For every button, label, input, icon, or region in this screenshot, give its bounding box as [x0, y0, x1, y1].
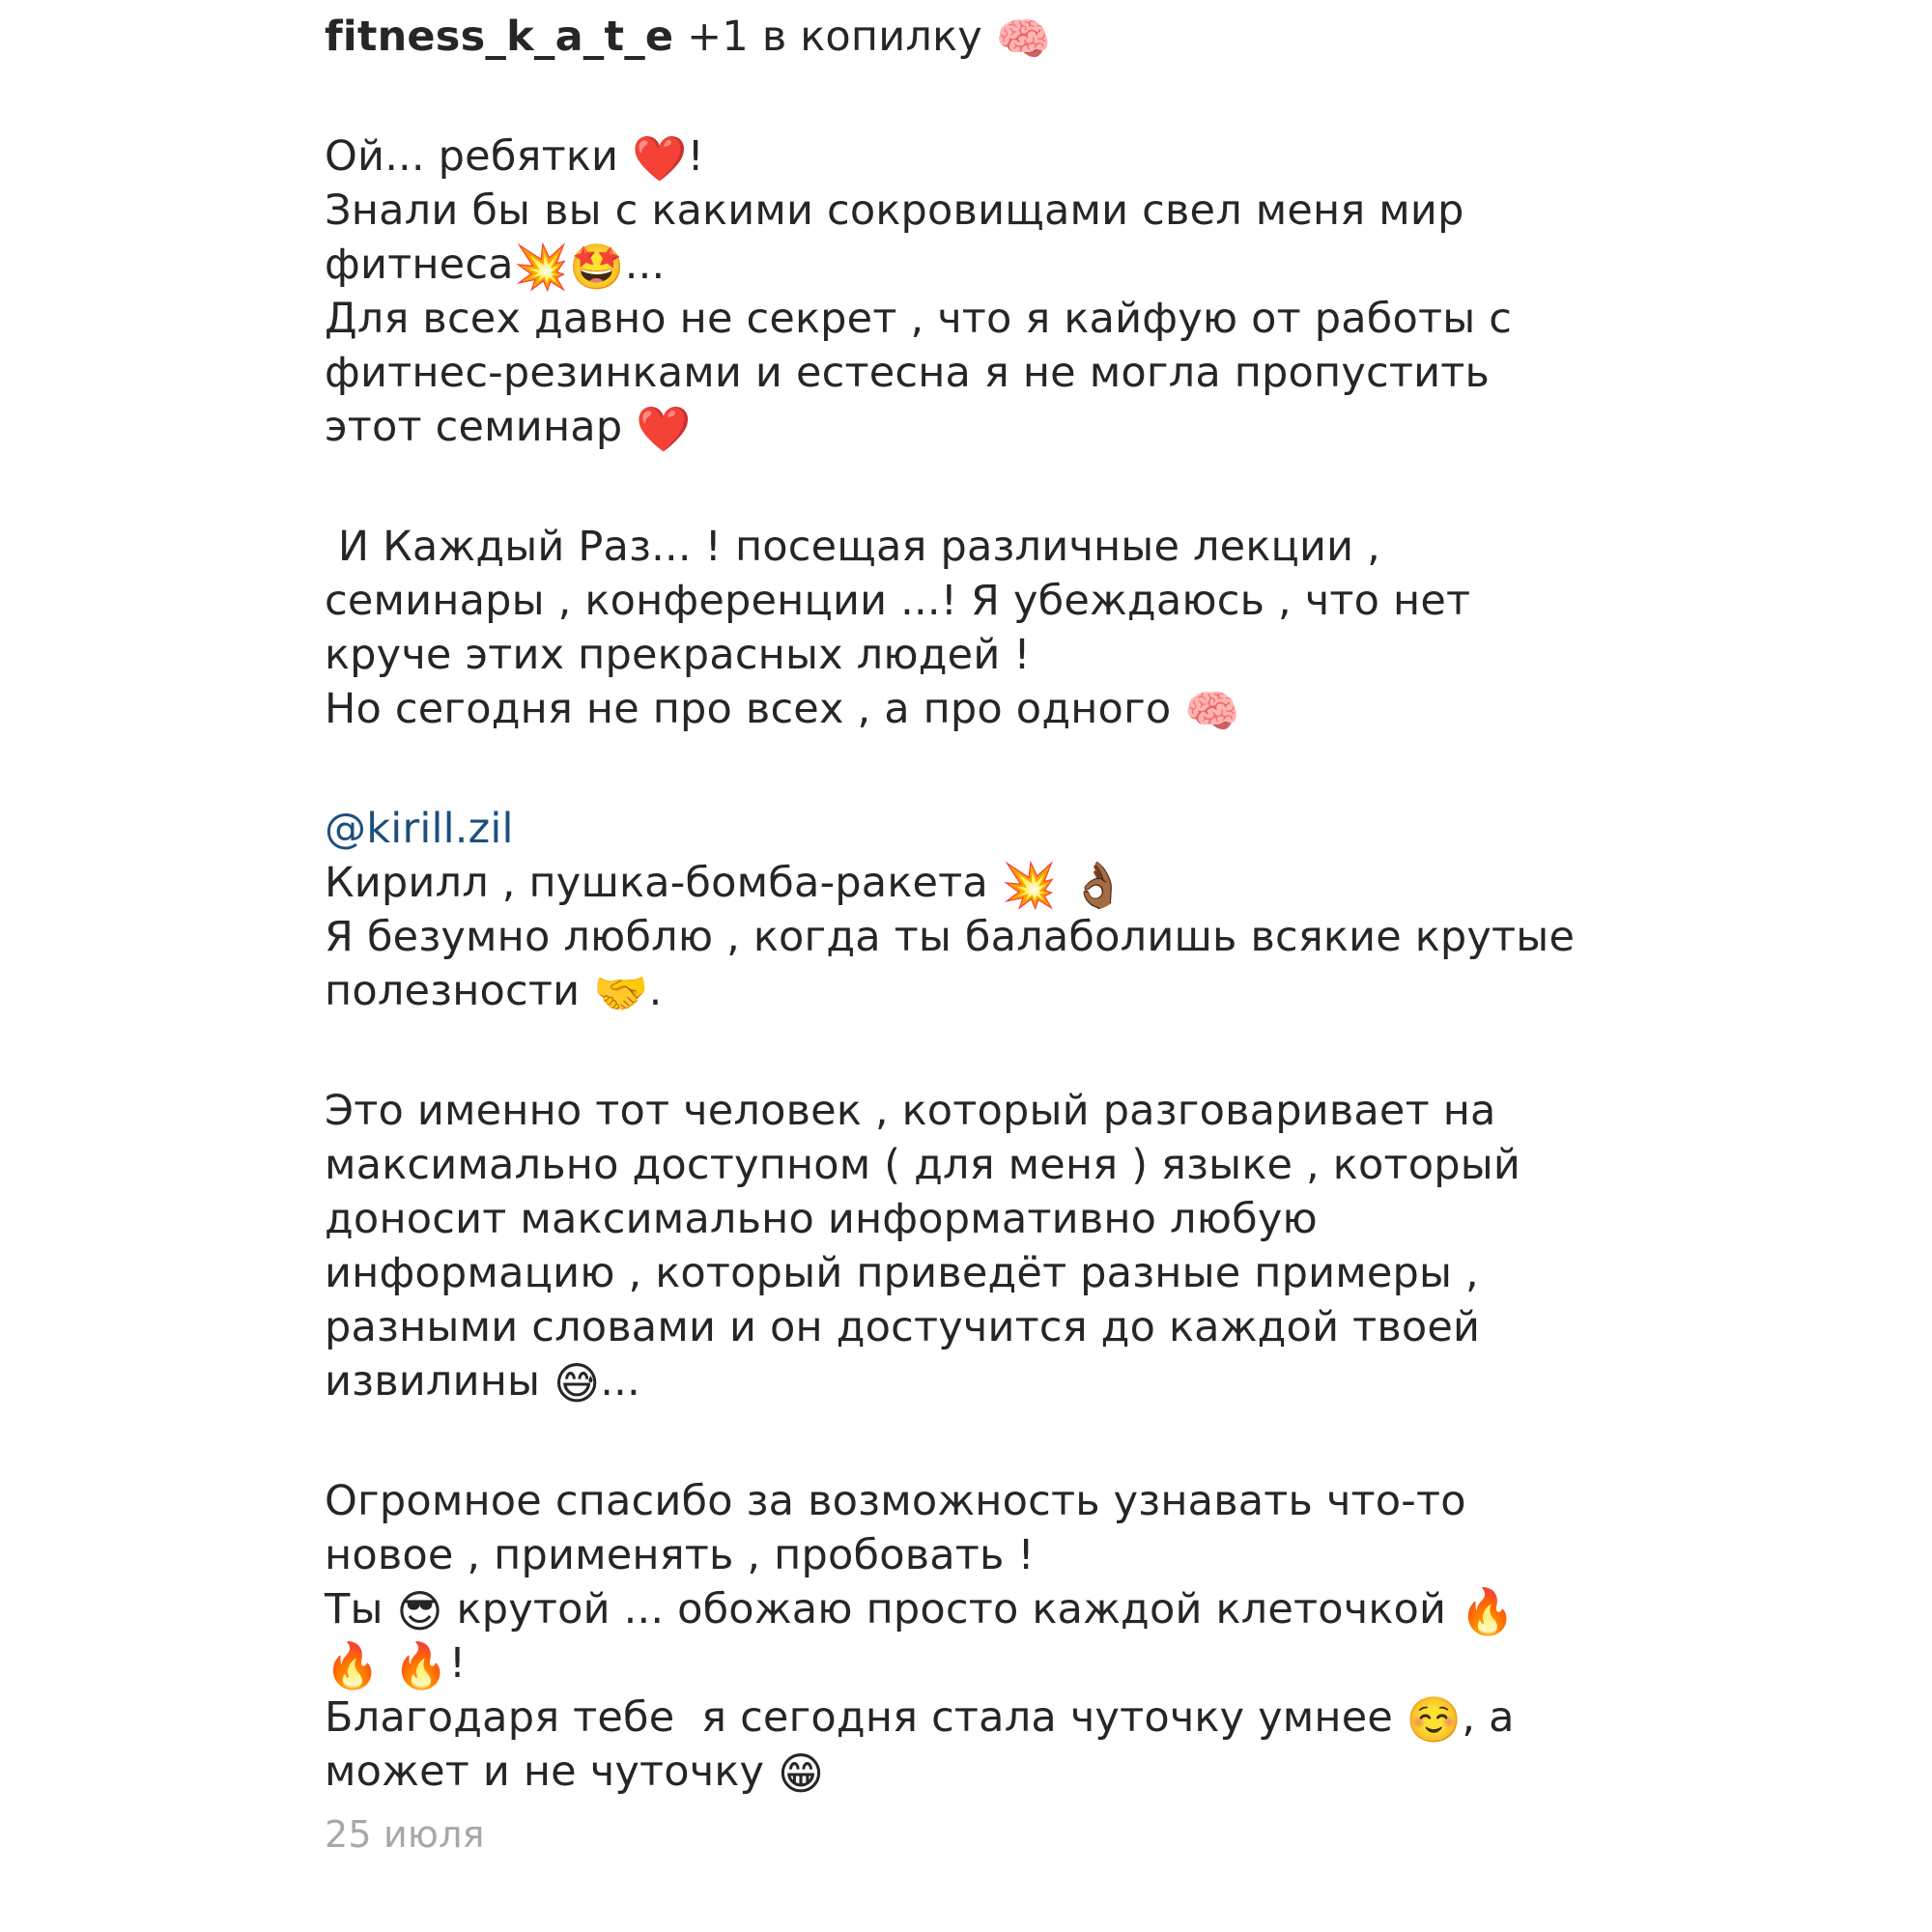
caption-text: этот семинар: [325, 403, 637, 451]
caption-text: ...: [600, 1357, 640, 1406]
caption-text: фитнеса: [325, 241, 514, 289]
ok-hand-icon: 👌🏾: [1070, 859, 1126, 911]
fire-icon: 🔥: [1460, 1585, 1516, 1637]
caption-line: максимально доступном ( для меня ) языке , который: [325, 1141, 1520, 1189]
blush-icon: ☺️: [1406, 1693, 1463, 1746]
collision-icon: 💥: [1001, 859, 1058, 911]
brain-icon: 🧠: [1184, 685, 1240, 737]
caption-line: [325, 1582, 1619, 1636]
caption-line: [325, 964, 1619, 1018]
fire-icon: 🔥: [393, 1639, 449, 1691]
caption-line: [325, 682, 1619, 736]
caption-line: семинары , конференции ...! Я убеждаюсь , что нет: [325, 577, 1471, 625]
caption-text: Кирилл , пушка-бомба-ракета: [325, 859, 1002, 907]
caption-line: фитнес-резинками и естесна я не могла пропустить: [325, 349, 1491, 397]
caption-text: !: [448, 1639, 467, 1688]
caption-line: [325, 238, 1619, 292]
caption-line: Я безумно люблю , когда ты балаболишь всякие крутые: [325, 913, 1576, 961]
collision-icon: 💥: [513, 241, 570, 293]
caption-text: Но сегодня не про всех , а про одного: [325, 685, 1185, 733]
caption-text: .: [648, 967, 663, 1015]
caption-line: И Каждый Раз... ! посещая различные лекции ,: [325, 523, 1380, 571]
caption-line: [325, 1354, 1619, 1408]
star-struck-icon: 🤩: [569, 241, 625, 293]
caption-line: разными словами и он достучится до каждой твоей: [325, 1303, 1481, 1351]
handshake-icon: 🤝: [593, 967, 649, 1019]
caption-line: информацию , который приведёт разные примеры ,: [325, 1249, 1479, 1297]
mention-link[interactable]: @kirill.zil: [325, 805, 514, 853]
caption-text: !: [687, 132, 704, 181]
caption-text: полезности: [325, 967, 594, 1015]
caption-text: Ты: [325, 1585, 397, 1634]
caption-intro: +1 в копилку: [673, 13, 996, 61]
caption-header: [325, 10, 1619, 64]
caption-line: [325, 129, 1619, 184]
sweat-smile-icon: 😅: [554, 1357, 601, 1409]
post-caption: [325, 10, 1619, 1857]
grin-icon: 😁: [778, 1747, 825, 1800]
caption-text: Ой... ребятки: [325, 132, 633, 181]
caption-text: , а: [1462, 1693, 1515, 1742]
sunglasses-icon: 😎: [396, 1585, 443, 1637]
caption-line: [325, 856, 1619, 910]
caption-line: Огромное спасибо за возможность узнавать что-то: [325, 1477, 1466, 1525]
caption-text: извилины: [325, 1357, 554, 1406]
caption-text: крутой ... обожаю просто каждой клеточкой: [442, 1585, 1461, 1634]
caption-line: Знали бы вы с какими сокровищами свел меня мир: [325, 186, 1464, 235]
username-link[interactable]: fitness_k_a_t_e: [325, 13, 674, 61]
caption-line: Это именно тот человек , который разговаривает на: [325, 1087, 1496, 1135]
caption-line: [325, 1745, 1619, 1799]
caption-line: круче этих прекрасных людей !: [325, 631, 1031, 679]
fire-icon: 🔥: [325, 1639, 381, 1691]
brain-icon: 🧠: [995, 13, 1052, 65]
caption-line: доносит максимально информативно любую: [325, 1195, 1318, 1243]
heart-icon: ❤️: [636, 403, 692, 455]
caption-text: может и не чуточку: [325, 1747, 779, 1796]
post-date[interactable]: 25 июля: [325, 1813, 485, 1856]
caption-line: новое , применять , пробовать !: [325, 1531, 1035, 1579]
caption-line: Для всех давно не секрет , что я кайфую от работы с: [325, 295, 1513, 343]
caption-line: [325, 1636, 1619, 1690]
caption-line: [325, 1690, 1619, 1745]
heart-icon: ❤️: [632, 132, 688, 185]
caption-text: Благодаря тебе я сегодня стала чуточку умнее: [325, 1693, 1406, 1742]
caption-line: [325, 400, 1619, 454]
caption-text: ...: [624, 241, 666, 289]
